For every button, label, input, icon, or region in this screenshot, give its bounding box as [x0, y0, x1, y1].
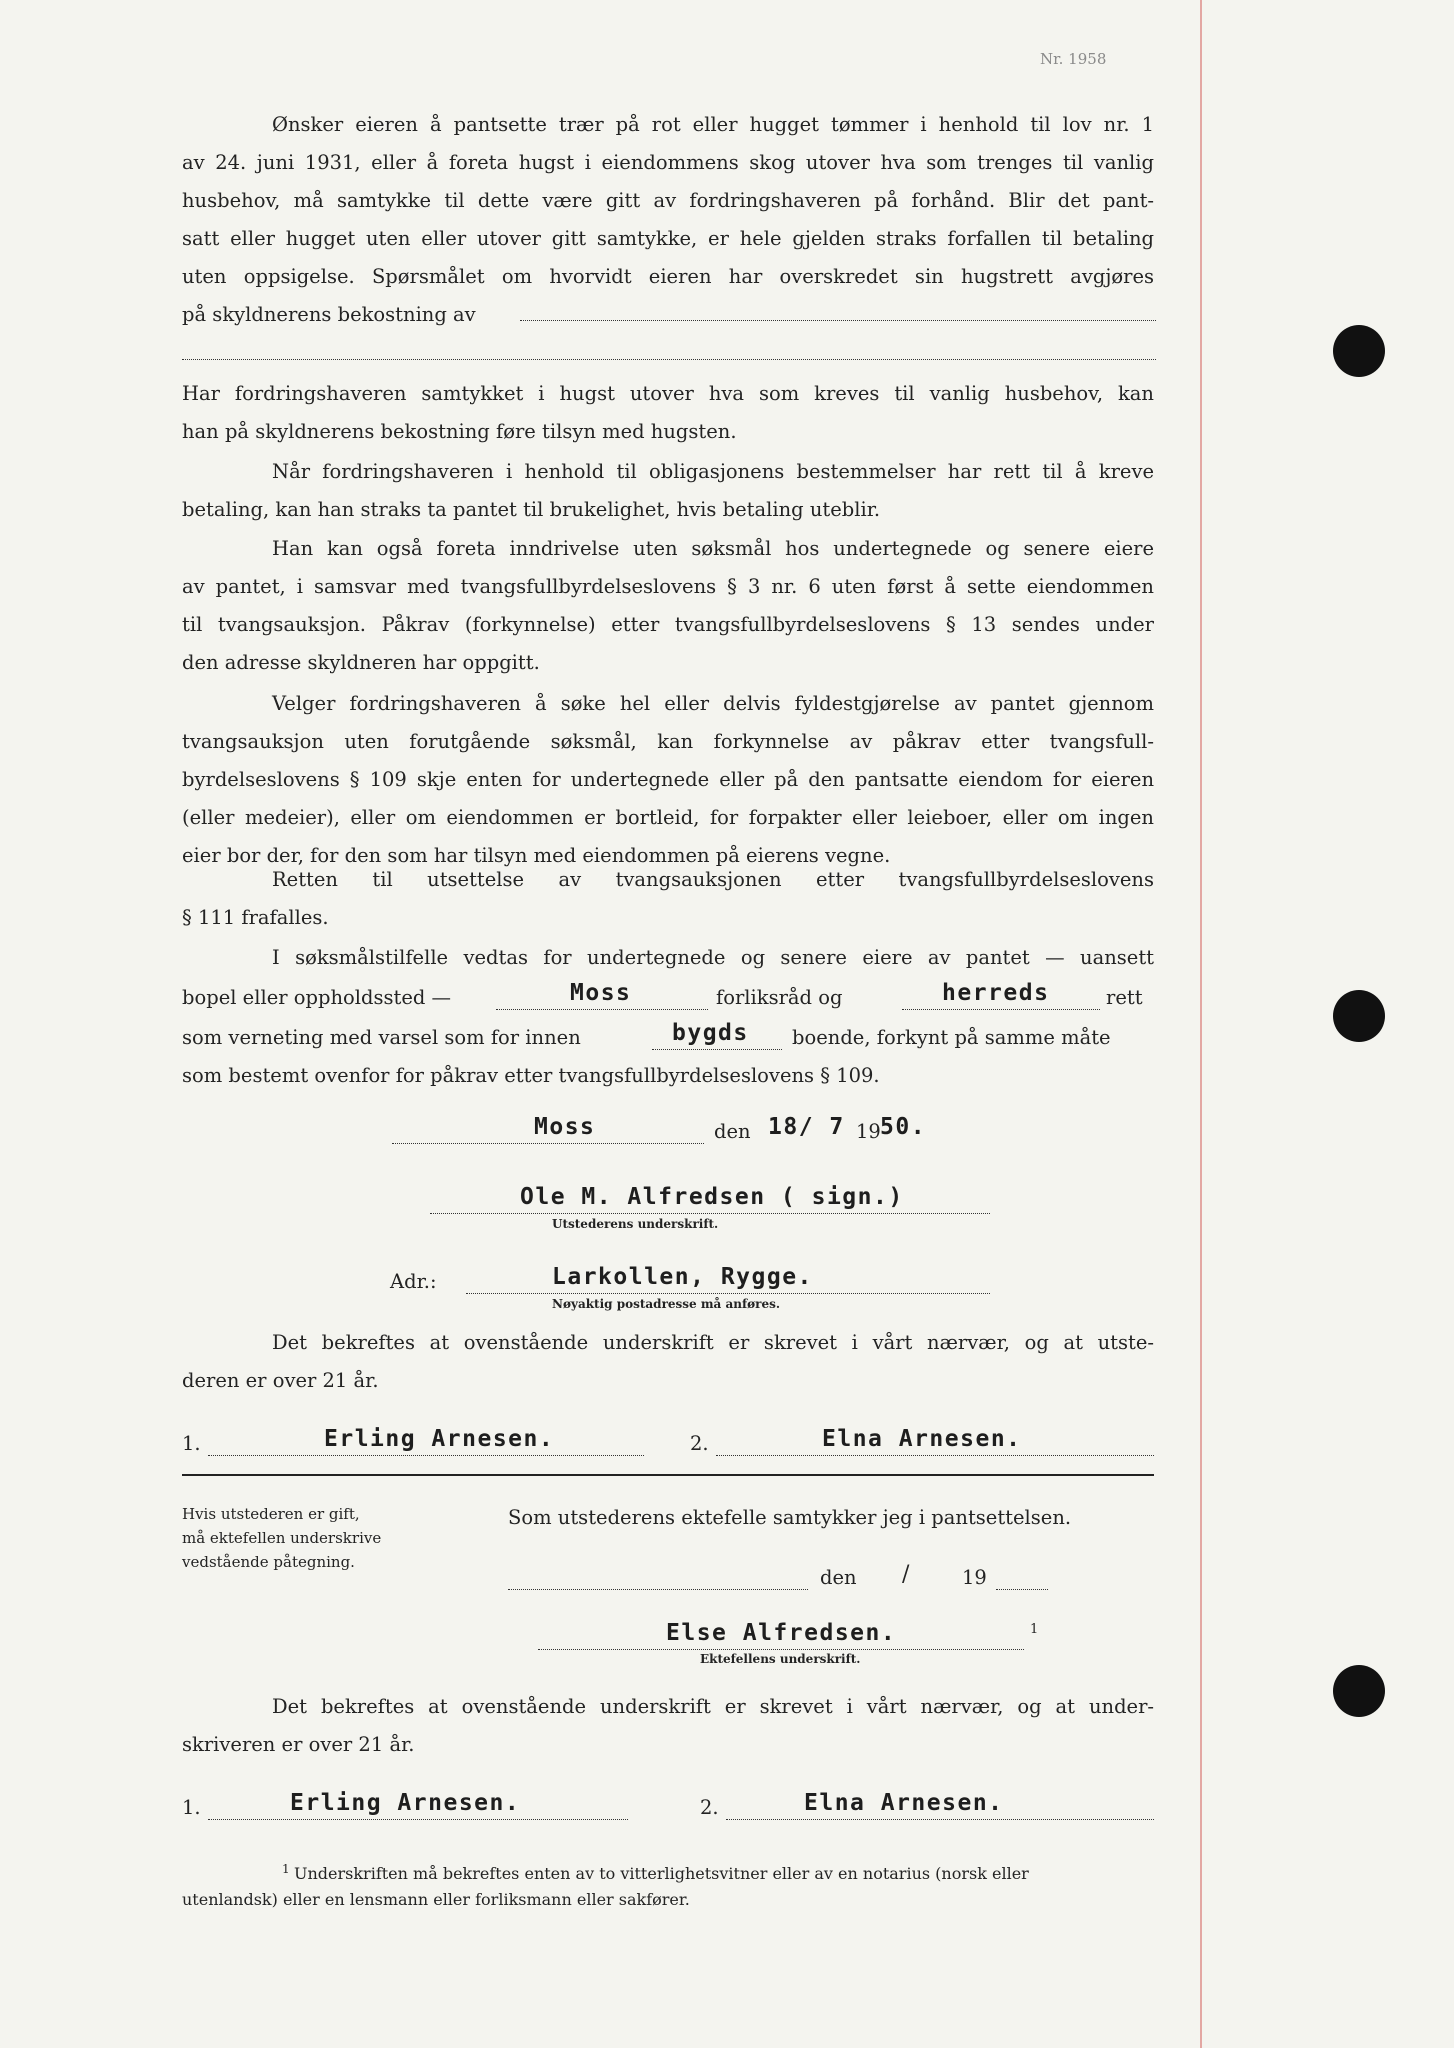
venue-verneting-text: som verneting med varsel som for innen: [182, 1026, 581, 1049]
text-line: husbehov, må samtykke til dette være gitt av fordringshaveren på forhånd. Blir det pant-: [182, 189, 1154, 212]
date-year-suffix: 50.: [880, 1114, 927, 1140]
fill-line: [508, 1589, 808, 1590]
spouse-year-label: 19: [962, 1566, 987, 1589]
issuer-signature: Ole M. Alfredsen ( sign.): [520, 1184, 904, 1210]
text-line: til tvangsauksjon. Påkrav (forkynnelse) etter tvangsfullbyrdelseslovens § 13 sendes under: [182, 613, 1154, 636]
text-line: Det bekreftes at ovenstående underskrift er skrevet i vårt nærvær, og at under-: [272, 1695, 1154, 1718]
fill-line: [496, 1009, 708, 1010]
witness-declaration-2: [182, 1688, 1154, 1764]
venue-rett-text: rett: [1106, 986, 1143, 1009]
spouse-signature: Else Alfredsen.: [666, 1620, 897, 1646]
text-line: (eller medeier), eller om eiendommen er bortleid, for forpakter eller leieboer, eller om ingen: [182, 806, 1154, 829]
paragraph-venue: [182, 939, 1154, 977]
spouse-footnote-mark: 1: [1030, 1622, 1039, 1637]
paragraph-supervision: [182, 375, 1154, 451]
witness-1-signature: Erling Arnesen.: [290, 1790, 521, 1816]
text-line: skriveren er over 21 år.: [182, 1733, 415, 1756]
text-line: Har fordringshaveren samtykket i hugst utover hva som kreves til vanlig husbehov, kan: [182, 382, 1154, 405]
venue-place: Moss: [570, 980, 632, 1006]
spouse-consent-text: Som utstederens ektefelle samtykker jeg i pantsettelsen.: [508, 1506, 1072, 1529]
fill-line: [652, 1049, 782, 1050]
text-line: betaling, kan han straks ta pantet til brukelighet, hvis betaling uteblir.: [182, 498, 881, 521]
venue-district: bygds: [672, 1020, 749, 1046]
fill-line: [208, 1455, 644, 1456]
witness-1-number: 1.: [182, 1432, 201, 1455]
paragraph-auction: [182, 685, 1154, 875]
witness-2-number: 2.: [700, 1796, 719, 1819]
text-line: Når fordringshaveren i henhold til obligasjonens bestemmelser har rett til å kreve: [272, 460, 1154, 483]
text-line: I søksmålstilfelle vedtas for undertegnede og senere eiere av pantet — uansett: [272, 946, 1154, 969]
fill-line: [902, 1009, 1100, 1010]
text-line: må ektefellen underskrive: [182, 1529, 382, 1547]
text-line: vedstående påtegning.: [182, 1553, 355, 1571]
fill-line: [392, 1143, 704, 1144]
witness-1-signature: Erling Arnesen.: [324, 1426, 555, 1452]
text-line: Retten til utsettelse av tvangsauksjonen etter tvangsfullbyrdelseslovens: [272, 868, 1154, 891]
text-line: uten oppsigelse. Spørsmålet om hvorvidt eieren har overskredet sin hugstrett avgjøres: [182, 265, 1154, 288]
fill-line: [726, 1819, 1154, 1820]
fill-line: [996, 1589, 1048, 1590]
witness-1-number: 1.: [182, 1796, 201, 1819]
text-line: av pantet, i samsvar med tvangsfullbyrdelseslovens § 3 nr. 6 uten først å sette eiendommen: [182, 575, 1154, 598]
witness-2-signature: Elna Arnesen.: [804, 1790, 1004, 1816]
fill-line: [208, 1819, 628, 1820]
footnote-mark: 1: [282, 1862, 290, 1876]
punch-hole: [1333, 1665, 1385, 1717]
text-line: § 111 frafalles.: [182, 906, 329, 929]
fill-line: [182, 359, 1156, 360]
witness-2-signature: Elna Arnesen.: [822, 1426, 1022, 1452]
fill-line: [538, 1649, 1024, 1650]
venue-court: herreds: [942, 980, 1050, 1006]
text-line: på skyldnerens bekostning av: [182, 303, 476, 326]
address-label: Adr.:: [390, 1270, 437, 1293]
text-line: han på skyldnerens bekostning føre tilsyn med hugsten.: [182, 420, 737, 443]
venue-bopel-text: bopel eller oppholdssted —: [182, 986, 452, 1009]
divider: [182, 1474, 1154, 1476]
text-line: Velger fordringshaveren å søke hel eller delvis fyldestgjørelse av pantet gjennom: [272, 692, 1154, 715]
fill-line: [716, 1455, 1154, 1456]
footnote-line: Underskriften må bekreftes enten av to vitterlighetsvitner eller av en notarius (norsk eller: [294, 1864, 1029, 1883]
margin-rule: [1200, 0, 1202, 2048]
header-scribble: Nr. 1958: [1040, 50, 1107, 68]
venue-last-line: som bestemt ovenfor for påkrav etter tvangsfullbyrdelseslovens § 109.: [182, 1064, 880, 1087]
text-line: Han kan også foreta inndrivelse uten søksmål hos undertegnede og senere eiere: [272, 537, 1154, 560]
text-line: tvangsauksjon uten forutgående søksmål, kan forkynnelse av påkrav etter tvangsfull-: [182, 730, 1154, 753]
punch-hole: [1333, 325, 1385, 377]
address-caption: Nøyaktig postadresse må anføres.: [552, 1297, 781, 1311]
venue-forliksrad-text: forliksråd og: [716, 986, 843, 1009]
punch-hole: [1333, 990, 1385, 1042]
spouse-side-note: [182, 1502, 381, 1574]
text-line: eier bor der, for den som har tilsyn med eiendommen på eierens vegne.: [182, 844, 891, 867]
text-line: den adresse skyldneren har oppgitt.: [182, 651, 540, 674]
text-line: Hvis utstederen er gift,: [182, 1505, 360, 1523]
text-line: Ønsker eieren å pantsette trær på rot eller hugget tømmer i henhold til lov nr. 1: [272, 113, 1154, 136]
witness-declaration-1: [182, 1324, 1154, 1400]
paragraph-enforcement: [182, 530, 1154, 682]
date-year-prefix: 19: [856, 1120, 881, 1143]
date-place: Moss: [534, 1114, 596, 1140]
text-line: deren er over 21 år.: [182, 1369, 379, 1392]
fill-line: [466, 1293, 990, 1294]
text-line: satt eller hugget uten eller utover gitt samtykke, er hele gjelden straks forfallen til betaling: [182, 227, 1154, 250]
date-den-label: den: [714, 1120, 751, 1143]
text-line: av 24. juni 1931, eller å foreta hugst i eiendommens skog utover hva som trenges til vanlig: [182, 151, 1154, 174]
fill-line: [520, 320, 1156, 321]
spouse-date-slash: /: [902, 1562, 910, 1587]
issuer-signature-caption: Utstederens underskrift.: [552, 1217, 719, 1231]
venue-boende-text: boende, forkynt på samme måte: [792, 1026, 1111, 1049]
text-line: byrdelseslovens § 109 skje enten for undertegnede eller på den pantsatte eiendom for eieren: [182, 768, 1154, 791]
paragraph-forestry: [182, 106, 1154, 334]
date-value: 18/ 7: [768, 1114, 845, 1140]
text-line: Det bekreftes at ovenstående underskrift er skrevet i vårt nærvær, og at utste-: [272, 1331, 1154, 1354]
spouse-signature-caption: Ektefellens underskrift.: [700, 1652, 861, 1666]
witness-2-number: 2.: [690, 1432, 709, 1455]
paragraph-payment: [182, 453, 1154, 529]
footnote-line: utenlandsk) eller en lensmann eller forliksmann eller sakfører.: [182, 1890, 690, 1909]
issuer-address: Larkollen, Rygge.: [552, 1264, 813, 1290]
paragraph-postponement: [182, 861, 1154, 937]
spouse-den-label: den: [820, 1566, 857, 1589]
fill-line: [430, 1213, 990, 1214]
